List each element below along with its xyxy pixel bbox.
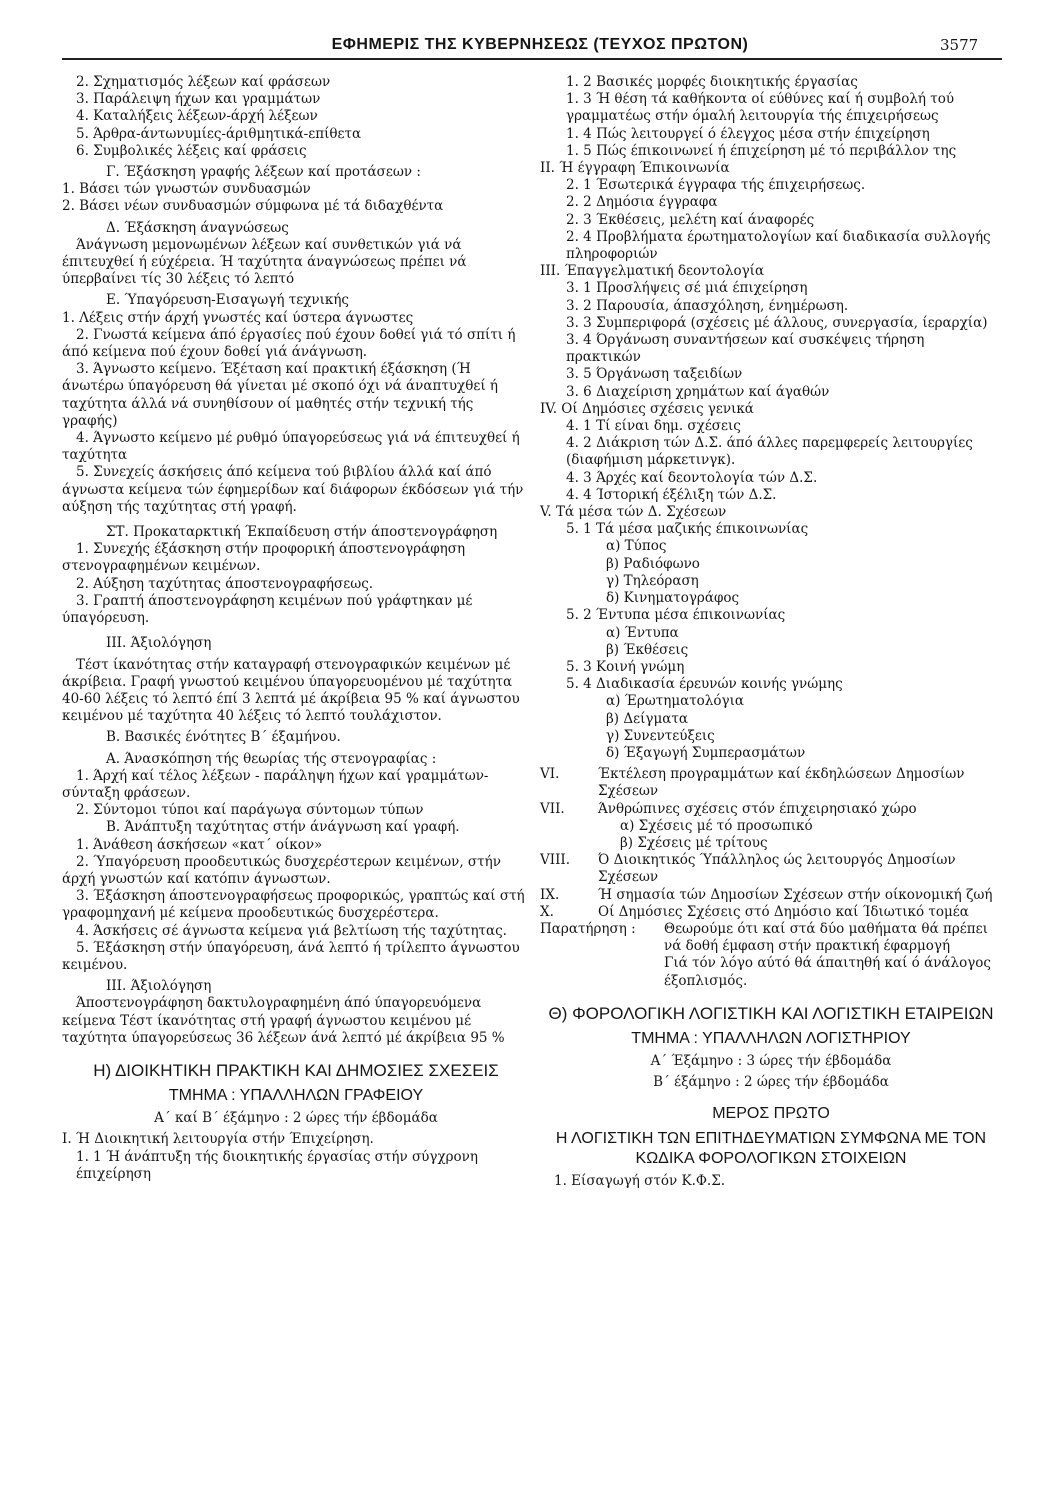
department-heading: ΤΜΗΜΑ : ΥΠΑΛΛΗΛΩΝ ΛΟΓΙΣΤΗΡΙΟΥ	[631, 1029, 911, 1047]
sub-item: α) Τύπος	[606, 538, 667, 555]
list-item: 6. Συμβολικές λέξεις καί φράσεις	[76, 142, 307, 159]
list-item: 1. Άνάθεση άσκήσεων «κατ΄ οίκον»	[76, 836, 323, 853]
remark-text: Γιά τόν λόγο αύτό θά άπαιτηθή καί ό άνάλογος έξοπλισμός.	[664, 955, 991, 989]
chapter-heading: ΙΧ. Ή σημασία τών Δημοσίων Σχέσεων στήν οίκονομική ζωή	[540, 886, 993, 903]
part-title: Η ΛΟΓΙΣΤΙΚΗ ΤΩΝ ΕΠΙΤΗΔΕΥΜΑΤΙΩΝ ΣΥΜΦΩΝΑ ΜΕ ΤΟΝ ΚΩΔΙΚΑ ΦΟΡΟΛΟΓΙΚΩΝ ΣΤΟΙΧΕΙΩΝ	[555, 1129, 987, 1167]
list-item: 2. Γνωστά κείμενα άπό έργασίες πού έχουν δοθεί γιά τό σπίτι ή άπό κείμενα πού έχουν δοθεί γιά άνάγνωση.	[62, 326, 516, 361]
list-item: 1. 2 Βασικές μορφές διοικητικής έργασίας	[566, 74, 858, 90]
list-item: 2. Αύξηση ταχύτητας άποστενογραφήσεως.	[76, 575, 374, 592]
list-item: 1. 5 Πώς έπικοινωνεί ή έπιχείρηση μέ τό περιβάλλον της	[566, 142, 957, 159]
chapter-heading: Χ. Οί Δημόσιες Σχέσεις στό Δημόσιο καί Ίδιωτικό τομέα	[540, 903, 969, 920]
subsection-heading: Γ. Έξάσκηση γραφής λέξεων καί προτάσεων :	[106, 164, 421, 181]
chapter-heading: VΙΙΙ. Ό Διοικητικός Ύπάλληλος ώς λειτουργός Δημοσίων Σχέσεων	[540, 852, 956, 886]
sub-item: β) Σχέσεις μέ τρίτους	[620, 834, 768, 851]
list-item: 5. 1 Τά μέσα μαζικής έπικοινωνίας	[566, 521, 809, 538]
list-item: 3. Έξάσκηση άποστενογραφήσεως προφορικώς, γραπτώς καί στή γραφομηχανή μέ κείμενα προοδευτικώς δυσχερέστερα.	[62, 888, 525, 922]
remark-block	[540, 921, 1002, 990]
list-item: 3. 6 Διαχείριση χρημάτων καί άγαθών	[566, 383, 830, 400]
list-item: 3. 2 Παρουσία, άπασχόληση, ένημέρωση.	[566, 297, 849, 314]
list-item: 5. Συνεχείς άσκήσεις άπό κείμενα τού βιβλίου άλλά καί άπό άγνωστα κείμενα τών έφημερίδων καί διάφορων έκδόσεων γιά τήν αύξηση τής ταχύτητας στή γραφή.	[62, 464, 524, 515]
list-item: 3. Γραπτή άποστενογράφηση κειμένων πού γράφτηκαν μέ ύπαγόρευση.	[62, 592, 473, 627]
list-item: 4. Καταλήξεις λέξεων-άρχή λέξεων	[76, 108, 318, 125]
left-column	[62, 74, 530, 1183]
page-number: 3577	[940, 36, 979, 54]
list-item: 2. Σύντομοι τύποι καί παράγωγα σύντομων τύπων	[76, 802, 424, 819]
list-item: 5. 3 Κοινή γνώμη	[566, 658, 685, 675]
list-item: 1. 4 Πώς λειτουργεί ό έλεγχος μέσα στήν έπιχείρηση	[566, 125, 930, 142]
list-item: 2. 1 Έσωτερικά έγγραφα τής έπιχειρήσεως.	[566, 177, 866, 194]
list-item: 1. Βάσει τών γνωστών συνδυασμών	[62, 181, 311, 198]
section-title-theta: Θ) ΦΟΡΟΛΟΓΙΚΗ ΛΟΓΙΣΤΙΚΗ ΚΑΙ ΛΟΓΙΣΤΙΚΗ ΕΤΑΙΡΕΙΩΝ	[548, 1003, 994, 1023]
list-item: 3. 5 Όργάνωση ταξειδίων	[566, 366, 743, 383]
sub-item: δ) Έξαγωγή Συμπερασμάτων	[606, 744, 806, 761]
chapter-heading: VΙ. Έκτέλεση προγραμμάτων καί έκδηλώσεων Δημοσίων Σχέσεων	[540, 766, 965, 800]
hours-line: Α΄ καί Β΄ έξάμηνο : 2 ώρες τήν έβδομάδα	[154, 1110, 438, 1127]
sub-item: α) Έρωτηματολόγια	[606, 693, 744, 710]
list-item: 2. 4 Προβλήματα έρωτηματολογίων καί διαδικασία συλλογής πληροφοριών	[566, 228, 991, 263]
list-item: 2. Ύπαγόρευση προοδευτικώς δυσχερέστερων κειμένων, στήν άρχή γνωστών καί κατόπιν άγνωστων.	[62, 853, 501, 887]
list-item: 1. 1 Ή άνάπτυξη τής διοικητικής έργασίας στήν σύγχρονη έπιχείρηση	[76, 1148, 478, 1182]
subsection-heading: ΙΙΙ. Άξιολόγηση	[106, 978, 212, 995]
subsection-heading: Β. Άνάπτυξη ταχύτητας στήν άνάγνωση καί γραφή.	[106, 819, 460, 836]
chapter-heading: Ι. Ή Διοικητική λειτουργία στήν Έπιχείρηση.	[62, 1131, 374, 1148]
subsection-heading: Α. Άνασκόπηση τής θεωρίας τής στενογραφίας :	[106, 750, 437, 767]
sub-item: β) Δείγματα	[606, 710, 688, 727]
list-item: 1. Άρχή καί τέλος λέξεων - παράληψη ήχων καί γραμμάτων-σύνταξη φράσεων.	[62, 767, 489, 801]
list-item: 5. Άρθρα-άντωνυμίες-άριθμητικά-επίθετα	[76, 125, 362, 142]
chapter-heading: ΙΙΙ. Έπαγγελματική δεοντολογία	[540, 263, 765, 280]
list-item: 1. Λέξεις στήν άρχή γνωστές καί ύστερα άγνωστες	[62, 309, 414, 326]
list-item: 5. 4 Διαδικασία έρευνών κοινής γνώμης	[566, 676, 843, 693]
list-item: 3. 3 Συμπεριφορά (σχέσεις μέ άλλους, συνεργασία, ίεραρχία)	[566, 314, 988, 331]
chapter-heading: ΙV. Οί Δημόσιες σχέσεις γενικά	[540, 400, 754, 417]
list-item: 1. 3 Ή θέση τά καθήκοντα οί εύθύνες καί ή συμβολή τού γραμματέως στήν όμαλή λειτουργία τής έπιχειρήσεως	[566, 91, 955, 125]
part-heading: ΜΕΡΟΣ ΠΡΩΤΟ	[712, 1105, 830, 1123]
list-item: 2. 3 Έκθέσεις, μελέτη καί άναφορές	[566, 211, 815, 228]
subsection-heading: ΣΤ. Προκαταρκτική Έκπαίδευση στήν άποστενογράφηση	[106, 524, 498, 541]
list-item: 3. 1 Προσλήψεις σέ μιά έπιχείρηση	[566, 280, 808, 297]
header-rule	[62, 58, 1002, 60]
list-item: 3. Άγνωστο κείμενο. Έξέταση καί πρακτική έξάσκηση (Ή άνωτέρω ύπαγόρευση θά γίνεται μέ σκοπό όχι νά άναπτυχθεί ή ταχύτητα άλλά νά συνηθίσουν οί μαθητές στήν τεχνική τής γραφής)	[62, 361, 499, 429]
sub-item: γ) Συνεντεύξεις	[606, 727, 715, 744]
chapter-heading: VΙΙ. Άνθρώπινες σχέσεις στόν έπιχειρησιακό χώρο	[540, 800, 917, 817]
sub-item: α) Έντυπα	[606, 624, 679, 641]
paragraph: Άποστενογράφηση δακτυλογραφημένη άπό ύπαγορευόμενα κείμενα Τέστ ίκανότητας στή γραφή άγνωστου κειμένου μέ ταχύτητα ύπαγορεύσεως 36 λέξεων άνά λεπτό μέ άκρίβεια 95 %	[62, 995, 505, 1046]
list-item: 4. Άσκήσεις σέ άγνωστα κείμενα γιά βελτίωση τής ταχύτητας.	[76, 922, 507, 939]
list-item: 2. Βάσει νέων συνδυασμών σύμφωνα μέ τά διδαχθέντα	[62, 198, 444, 215]
sub-item: α) Σχέσεις μέ τό προσωπικό	[620, 817, 813, 834]
sub-item: β) Ραδιόφωνο	[606, 555, 700, 572]
section-title-h: Η) ΔΙΟΙΚΗΤΙΚΗ ΠΡΑΚΤΙΚΗ ΚΑΙ ΔΗΜΟΣΙΕΣ ΣΧΕΣΕΙΣ	[93, 1060, 499, 1080]
remark-label: Παρατήρηση :	[540, 920, 636, 937]
subsection-heading: Ε. Ύπαγόρευση-Εισαγωγή τεχνικής	[106, 292, 349, 309]
paragraph: Άνάγνωση μεμονωμένων λέξεων καί συνθετικών γιά νά έπιτευχθεί ή εύχέρεια. Ή ταχύτητα άναγνώσεως πρέπει νά ύπερβαίνει τίς 30 λέξεις τό λεπτό	[62, 236, 467, 288]
hours-line: Β΄ έξάμηνο : 2 ώρες τήν έβδομάδα	[653, 1074, 889, 1091]
list-item: 3. 4 Όργάνωση συναντήσεων καί συσκέψεις τήρηση πρακτικών	[566, 332, 925, 366]
list-item: 4. 1 Τί είναι δημ. σχέσεις	[566, 418, 741, 435]
paragraph: Τέστ ίκανότητας στήν καταγραφή στενογραφικών κειμένων μέ άκρίβεια. Γραφή γνωστού κειμένου ύπαγορευομένου μέ ταχύτητα 40-60 λέξεις τό λεπτό έπί 3 λεπτά μέ άκρίβεια 95 % καί άγνωστου κειμένου μέ ταχύτητα 40 λέξεις τό λεπτό τουλάχιστον.	[62, 656, 520, 725]
list-item: 5. 2 Έντυπα μέσα έπικοινωνίας	[566, 607, 786, 624]
subsection-heading: ΙΙΙ. Άξιολόγηση	[106, 635, 212, 652]
right-column	[540, 74, 1002, 1190]
list-item: 4. 2 Διάκριση τών Δ.Σ. άπό άλλες παρεμφερείς λειτουργίες (διαφήμιση μάρκετινγκ).	[566, 435, 973, 469]
list-item: 2. Σχηματισμός λέξεων καί φράσεων	[76, 74, 331, 90]
list-item: 1. Είσαγωγή στόν Κ.Φ.Σ.	[554, 1172, 726, 1189]
list-item: 4. 3 Άρχές καί δεοντολογία τών Δ.Σ.	[566, 469, 818, 486]
subsection-heading: Β. Βασικές ένότητες Β΄ έξαμήνου.	[106, 729, 341, 746]
hours-line: Α΄ Έξάμηνο : 3 ώρες τήν έβδομάδα	[650, 1052, 892, 1069]
list-item: 1. Συνεχής έξάσκηση στήν προφορική άποστενογράφηση στενογραφημένων κειμένων.	[62, 541, 466, 575]
chapter-heading: V. Τά μέσα τών Δ. Σχέσεων	[540, 504, 727, 521]
sub-item: β) Έκθέσεις	[606, 641, 689, 658]
list-item: 3. Παράλειψη ήχων και γραμμάτων	[76, 91, 321, 108]
department-heading: ΤΜΗΜΑ : ΥΠΑΛΛΗΛΩΝ ΓΡΑΦΕΙΟΥ	[168, 1086, 424, 1104]
list-item: 4. 4 Ίστορική έξέλιξη τών Δ.Σ.	[566, 486, 777, 503]
subsection-heading: Δ. Έξάσκηση άναγνώσεως	[106, 219, 289, 236]
remark-text: Θεωρούμε ότι καί στά δύο μαθήματα θά πρέπει νά δοθή έμφαση στήν πρακτική έφαρμογή	[664, 920, 988, 955]
sub-item: γ) Τηλεόραση	[606, 572, 699, 589]
header-title: ΕΦΗΜΕΡΙΣ ΤΗΣ ΚΥΒΕΡΝΗΣΕΩΣ (ΤΕΥΧΟΣ ΠΡΩΤΟΝ)	[331, 36, 749, 53]
list-item: 2. 2 Δημόσια έγγραφα	[566, 194, 718, 211]
list-item: 4. Άγνωστο κείμενο μέ ρυθμό ύπαγορεύσεως γιά νά έπιτευχθεί ή ταχύτητα	[62, 430, 520, 464]
chapter-heading: ΙΙ. Ή έγγραφη Έπικοινωνία	[540, 160, 730, 177]
sub-item: δ) Κινηματογράφος	[606, 590, 740, 607]
list-item: 5. Έξάσκηση στήν ύπαγόρευση, άνά λεπτό ή τρίλεπτο άγνωστου κειμένου.	[62, 939, 520, 973]
